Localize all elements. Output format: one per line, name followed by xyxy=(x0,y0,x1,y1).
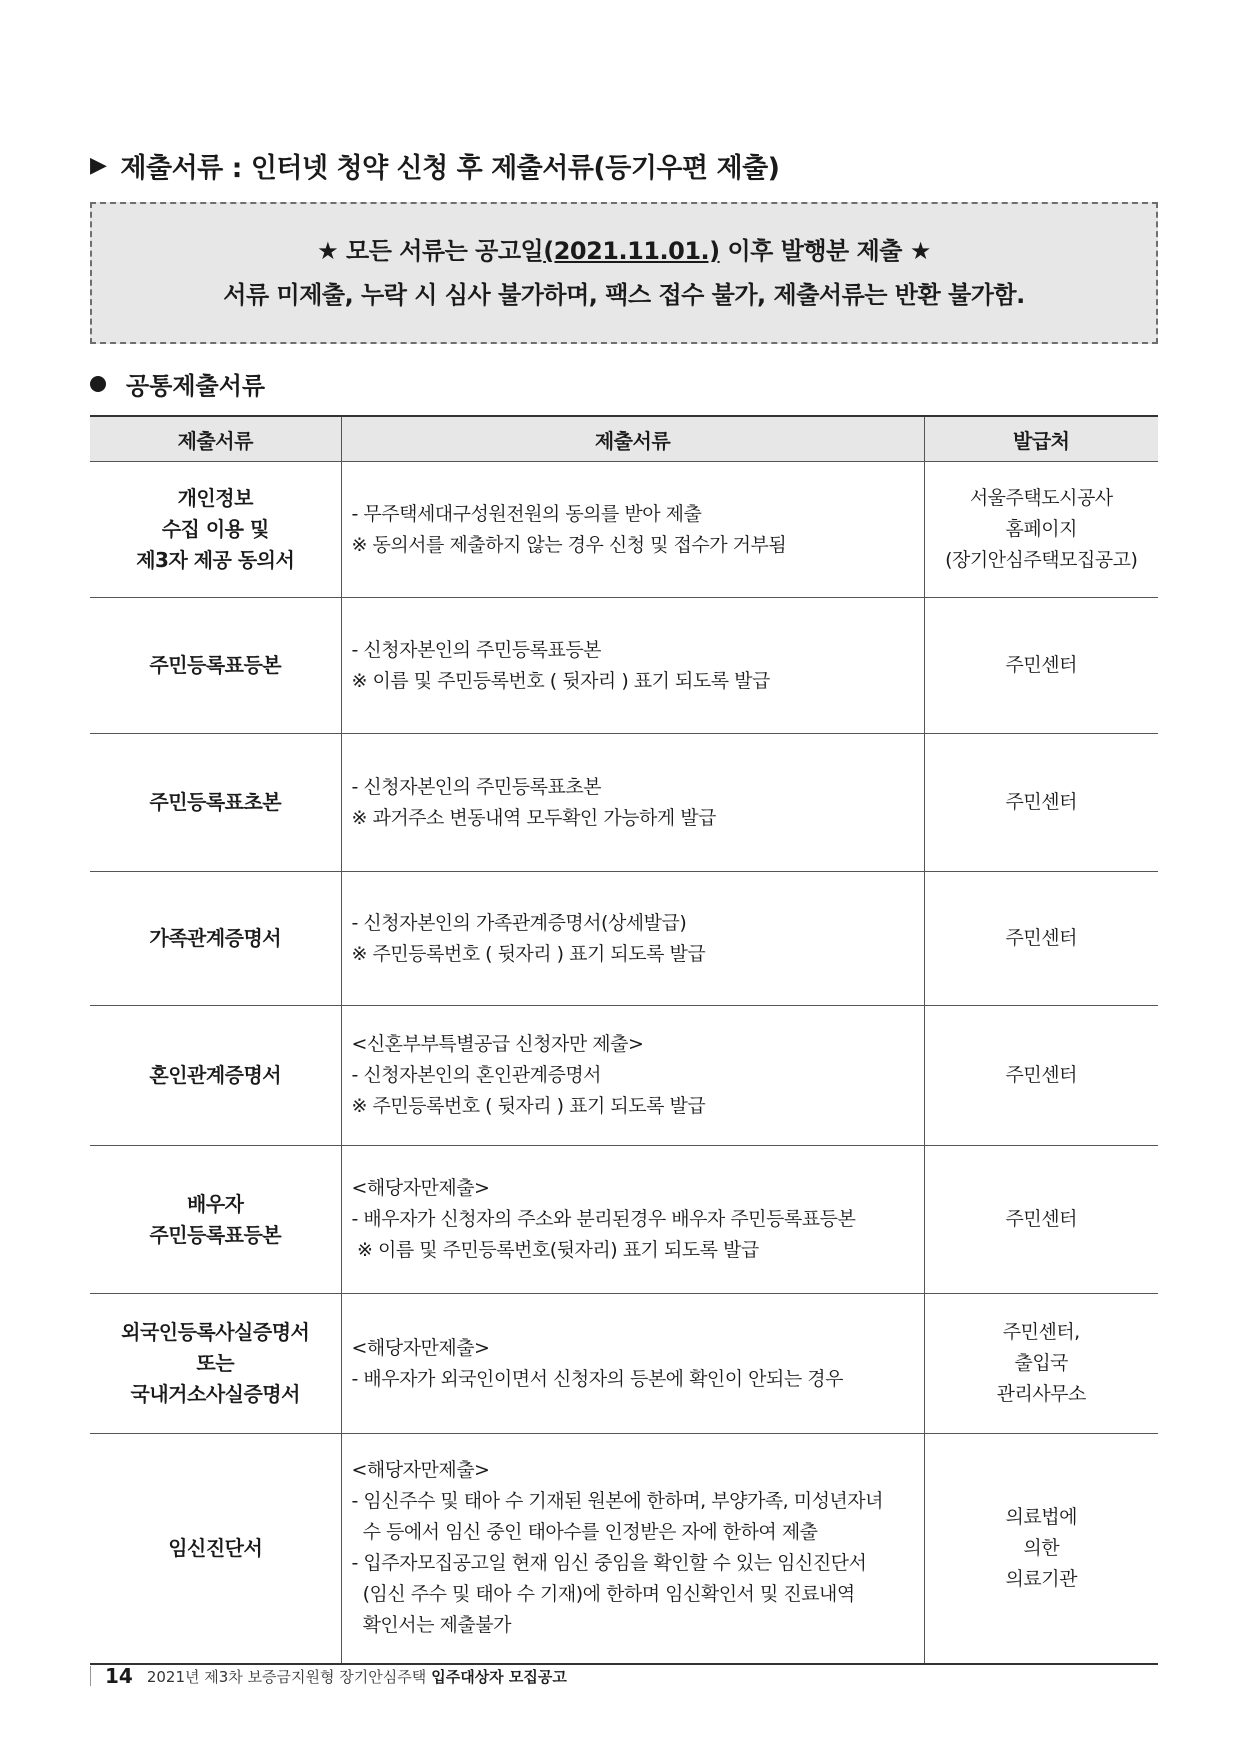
issuer-line: 홈페이지 xyxy=(1005,518,1077,540)
issuer-line: 주민센터 xyxy=(1005,1208,1077,1230)
table-header-row xyxy=(90,416,1158,462)
notice-line-1-post: 이후 발행분 제출 ★ xyxy=(719,237,931,265)
description-cell xyxy=(341,1294,924,1434)
table-row xyxy=(90,1006,1158,1146)
document-name-line: 수집 이용 및 xyxy=(161,517,269,541)
description-cell xyxy=(341,1146,924,1294)
issuer-cell xyxy=(924,598,1158,734)
sub-title xyxy=(90,366,265,401)
document-name-cell xyxy=(90,462,341,598)
description-line: (임신 주수 및 태아 수 기재)에 한하며 임신확인서 및 진료내역 xyxy=(351,1583,855,1606)
table-row xyxy=(90,734,1158,872)
document-name-cell xyxy=(90,598,341,734)
description-line: <해당자만제출> xyxy=(351,1459,490,1482)
notice-line-2: 서류 미제출, 누락 시 심사 불가하며, 팩스 접수 불가, 제출서류는 반환 불가함. xyxy=(223,281,1025,309)
table-row xyxy=(90,462,1158,598)
notice-line-1-pre: ★ 모든 서류는 공고일 xyxy=(317,237,544,265)
table-row xyxy=(90,1434,1158,1664)
header-document: 제출서류 xyxy=(90,416,341,462)
description-line: ※ 동의서를 제출하지 않는 경우 신청 및 접수가 거부됨 xyxy=(351,533,787,556)
document-name-cell xyxy=(90,1146,341,1294)
document-name-line: 국내거소사실증명서 xyxy=(130,1382,300,1406)
issuer-line: 주민센터 xyxy=(1005,1064,1077,1086)
section-title-text: 제출서류 : 인터넷 청약 신청 후 제출서류(등기우편 제출) xyxy=(120,153,780,184)
issuer-cell xyxy=(924,872,1158,1006)
description-line: - 신청자본인의 혼인관계증명서 xyxy=(351,1064,602,1086)
issuer-line: 서울주택도시공사 xyxy=(969,487,1113,509)
issuer-cell xyxy=(924,1294,1158,1434)
issuer-cell xyxy=(924,1434,1158,1664)
issuer-line: 주민센터 xyxy=(1005,927,1077,949)
document-name-line: 외국인등록사실증명서 xyxy=(121,1320,310,1344)
document-name-line: 개인정보 xyxy=(177,486,253,510)
documents-table xyxy=(90,415,1158,1665)
issuer-cell xyxy=(924,462,1158,598)
description-line: - 배우자가 신청자의 주소와 분리된경우 배우자 주민등록표등본 xyxy=(351,1208,856,1230)
description-line: ※ 이름 및 주민등록번호(뒷자리) 표기 되도록 발급 xyxy=(351,1239,759,1261)
issuer-line: 주민센터 xyxy=(1005,654,1077,676)
description-cell xyxy=(341,1006,924,1146)
document-name-line: 임신진단서 xyxy=(168,1535,263,1560)
description-line: - 배우자가 외국인이면서 신청자의 등본에 확인이 안되는 경우 xyxy=(351,1367,843,1390)
document-name-cell xyxy=(90,734,341,872)
notice-date: (2021.11.01.) xyxy=(543,237,720,265)
section-title xyxy=(90,146,780,185)
description-cell xyxy=(341,1434,924,1664)
issuer-line: (장기안심주택모집공고) xyxy=(945,549,1138,571)
bullet-icon xyxy=(90,376,106,392)
footer-text: 2021년 제3차 보증금지원형 장기안심주택 xyxy=(146,1667,427,1686)
table-body xyxy=(90,462,1158,1664)
issuer-line: 출입국 xyxy=(1014,1352,1069,1374)
description-line: ※ 주민등록번호 ( 뒷자리 ) 표기 되도록 발급 xyxy=(351,942,706,965)
description-cell xyxy=(341,462,924,598)
issuer-line: 의료기관 xyxy=(1005,1567,1077,1590)
footer xyxy=(90,1664,567,1688)
header-issuer: 발급처 xyxy=(924,416,1158,462)
issuer-cell xyxy=(924,1006,1158,1146)
description-line: 확인서는 제출불가 xyxy=(351,1614,511,1637)
notice-line-1 xyxy=(317,229,931,273)
document-name-line: 또는 xyxy=(196,1351,235,1375)
document-name-line: 주민등록표등본 xyxy=(149,1222,282,1247)
description-line: - 신청자본인의 주민등록표초본 xyxy=(351,775,602,798)
triangle-icon: ▶ xyxy=(90,153,107,178)
issuer-line: 주민센터, xyxy=(1002,1321,1080,1343)
notice-box xyxy=(90,202,1158,344)
document-name-cell xyxy=(90,1434,341,1664)
document-name-line: 주민등록표등본 xyxy=(149,653,282,677)
document-name-line: 배우자 xyxy=(187,1191,244,1216)
description-line: - 무주택세대구성원전원의 동의를 받아 제출 xyxy=(351,502,702,525)
table-row xyxy=(90,598,1158,734)
page-number: 14 xyxy=(105,1664,133,1688)
description-cell xyxy=(341,872,924,1006)
document-name-line: 혼인관계증명서 xyxy=(149,1063,282,1087)
issuer-line: 주민센터 xyxy=(1005,791,1077,813)
description-line: <신혼부부특별공급 신청자만 제출> xyxy=(351,1033,644,1055)
issuer-cell xyxy=(924,1146,1158,1294)
issuer-line: 의료법에 xyxy=(1005,1505,1077,1528)
document-name-line: 주민등록표초본 xyxy=(149,790,282,814)
description-line: ※ 과거주소 변동내역 모두확인 가능하게 발급 xyxy=(351,806,716,829)
description-line: <해당자만제출> xyxy=(351,1336,490,1359)
header-description: 제출서류 xyxy=(341,416,924,462)
table-row xyxy=(90,872,1158,1006)
footer-divider xyxy=(90,1666,91,1686)
description-line: 수 등에서 임신 중인 태아수를 인정받은 자에 한하여 제출 xyxy=(351,1521,818,1544)
description-line: - 신청자본인의 주민등록표등본 xyxy=(351,638,602,661)
table-row xyxy=(90,1146,1158,1294)
description-line: ※ 주민등록번호 ( 뒷자리 ) 표기 되도록 발급 xyxy=(351,1095,706,1117)
issuer-line: 의한 xyxy=(1023,1536,1060,1559)
document-name-line: 가족관계증명서 xyxy=(149,926,282,950)
description-cell xyxy=(341,598,924,734)
document-name-cell xyxy=(90,872,341,1006)
description-line: ※ 이름 및 주민등록번호 ( 뒷자리 ) 표기 되도록 발급 xyxy=(351,669,770,692)
document-name-cell xyxy=(90,1006,341,1146)
issuer-cell xyxy=(924,734,1158,872)
sub-title-text: 공통제출서류 xyxy=(126,372,266,400)
description-line: - 신청자본인의 가족관계증명서(상세발급) xyxy=(351,911,687,934)
issuer-line: 관리사무소 xyxy=(996,1383,1086,1405)
table-row xyxy=(90,1294,1158,1434)
description-line: - 임신주수 및 태아 수 기재된 원본에 한하며, 부양가족, 미성년자녀 xyxy=(351,1490,883,1513)
description-line: - 입주자모집공고일 현재 임신 중임을 확인할 수 있는 임신진단서 xyxy=(351,1552,867,1575)
document-name-line: 제3자 제공 동의서 xyxy=(136,548,295,572)
footer-bold-text: 입주대상자 모집공고 xyxy=(431,1667,567,1686)
document-name-cell xyxy=(90,1294,341,1434)
description-line: <해당자만제출> xyxy=(351,1177,490,1199)
description-cell xyxy=(341,734,924,872)
